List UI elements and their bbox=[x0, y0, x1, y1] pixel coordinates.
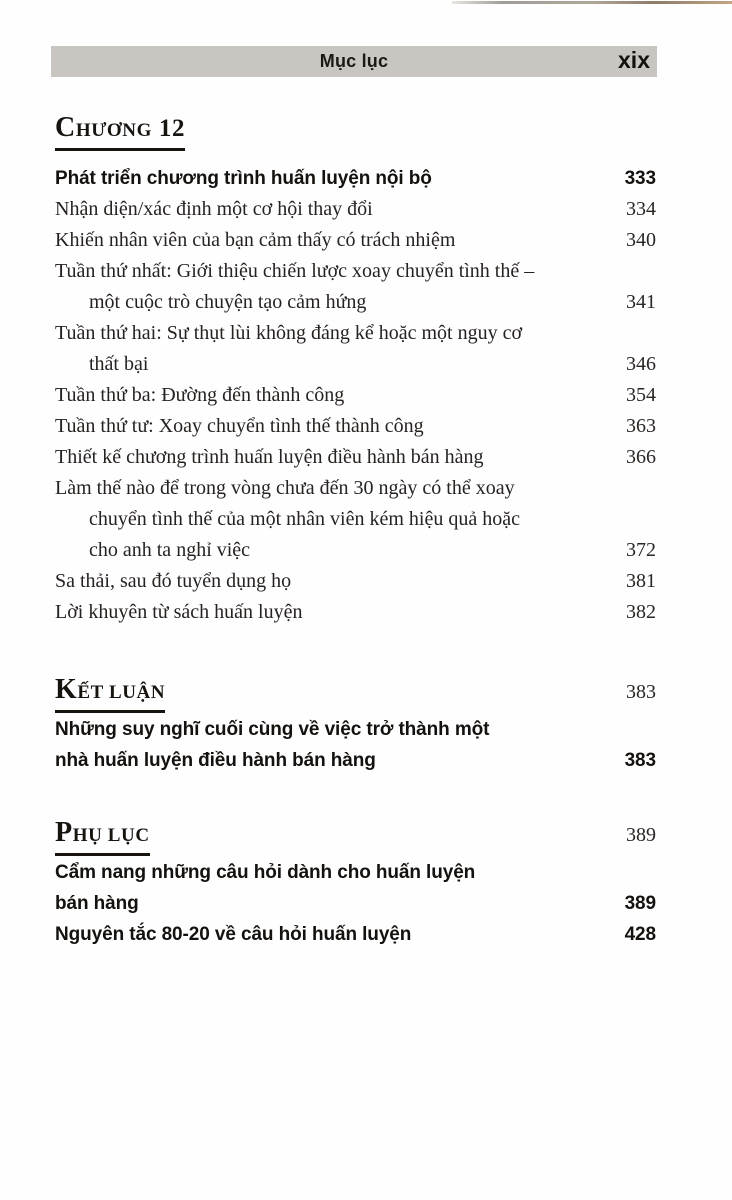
entry-text: một cuộc trò chuyện tạo cảm hứng bbox=[89, 291, 367, 313]
heading-suffix: 12 bbox=[152, 115, 186, 142]
heading-page-number: 383 bbox=[626, 681, 656, 703]
entry-text: Sa thải, sau đó tuyển dụng họ bbox=[55, 570, 292, 592]
entry-line bbox=[55, 194, 656, 225]
entry-line bbox=[55, 349, 656, 380]
entry-page-number: 381 bbox=[626, 570, 656, 592]
section-heading bbox=[55, 674, 656, 713]
toc-entry bbox=[55, 163, 656, 194]
entry-text: Nguyên tắc 80-20 về câu hỏi huấn luyện bbox=[55, 924, 412, 945]
heading-page-number: 389 bbox=[626, 824, 656, 846]
heading-text bbox=[55, 112, 185, 151]
toc-entry bbox=[55, 566, 656, 597]
entry-text: thất bại bbox=[89, 353, 149, 375]
toc-entry bbox=[55, 225, 656, 256]
entry-line bbox=[55, 888, 656, 919]
section-entries bbox=[55, 163, 656, 628]
toc-entry bbox=[55, 194, 656, 225]
heading-text bbox=[55, 817, 150, 856]
heading-smallcaps: HỤ LỤC bbox=[72, 825, 150, 846]
entry-page-number: 341 bbox=[626, 291, 656, 313]
entry-line bbox=[55, 411, 656, 442]
section-heading bbox=[55, 817, 656, 856]
heading-text bbox=[55, 674, 165, 713]
heading-lead-letter: K bbox=[55, 674, 78, 705]
entry-line bbox=[55, 380, 656, 411]
toc-entry bbox=[55, 473, 656, 566]
entry-text: Thiết kế chương trình huấn luyện điều hành bán hàng bbox=[55, 446, 484, 468]
section-ket-luan bbox=[55, 674, 656, 776]
toc-entry bbox=[55, 597, 656, 628]
heading-lead-letter: C bbox=[55, 112, 76, 143]
entry-text: bán hàng bbox=[55, 893, 139, 914]
header-title: Mục lục bbox=[319, 51, 389, 71]
entry-page-number: 428 bbox=[624, 924, 656, 945]
heading-smallcaps: ẾT LUẬN bbox=[77, 682, 166, 703]
entry-page-number: 366 bbox=[626, 446, 656, 468]
section-phu-luc bbox=[55, 817, 656, 950]
entry-page-number: 372 bbox=[626, 539, 656, 561]
section-chuong-12 bbox=[55, 112, 656, 628]
entry-line: Tuần thứ hai: Sự thụt lùi không đáng kể hoặc một nguy cơ bbox=[55, 322, 523, 344]
entry-page-number: 383 bbox=[624, 750, 656, 771]
entry-line: Tuần thứ nhất: Giới thiệu chiến lược xoay chuyển tình thế – bbox=[55, 260, 535, 282]
entry-line bbox=[55, 442, 656, 473]
entry-page-number: 340 bbox=[626, 229, 656, 251]
entry-text: Nhận diện/xác định một cơ hội thay đổi bbox=[55, 198, 373, 220]
entry-line bbox=[55, 163, 656, 194]
entry-line bbox=[55, 597, 656, 628]
entry-line bbox=[55, 745, 656, 776]
heading-smallcaps: HƯƠNG bbox=[75, 120, 153, 141]
entry-text: Tuần thứ tư: Xoay chuyển tình thế thành công bbox=[55, 415, 424, 437]
toc-entry bbox=[55, 411, 656, 442]
entry-page-number: 382 bbox=[626, 601, 656, 623]
entry-line bbox=[55, 566, 656, 597]
entry-line: Cẩm nang những câu hỏi dành cho huấn luyện bbox=[55, 862, 476, 883]
heading-lead-letter: P bbox=[55, 817, 73, 848]
entry-text: cho anh ta nghỉ việc bbox=[89, 539, 251, 561]
entry-page-number: 363 bbox=[626, 415, 656, 437]
entry-page-number: 346 bbox=[626, 353, 656, 375]
section-heading bbox=[55, 112, 656, 151]
toc-entry bbox=[55, 256, 656, 318]
scan-artifact-line bbox=[452, 1, 732, 4]
section-entries bbox=[55, 857, 656, 950]
entry-text: Khiến nhân viên của bạn cảm thấy có trách nhiệm bbox=[55, 229, 456, 251]
entry-line bbox=[55, 225, 656, 256]
entry-line bbox=[55, 287, 656, 318]
entry-page-number: 354 bbox=[626, 384, 656, 406]
toc-entry bbox=[55, 442, 656, 473]
toc-entry bbox=[55, 380, 656, 411]
entry-page-number: 333 bbox=[624, 168, 656, 189]
entry-text: Tuần thứ ba: Đường đến thành công bbox=[55, 384, 345, 406]
entry-line: Làm thế nào để trong vòng chưa đến 30 ngày có thể xoay bbox=[55, 477, 515, 499]
entry-text: Phát triển chương trình huấn luyện nội bộ bbox=[55, 168, 432, 189]
toc-entry bbox=[55, 919, 656, 950]
entry-text: nhà huấn luyện điều hành bán hàng bbox=[55, 750, 376, 771]
toc-entry bbox=[55, 318, 656, 380]
entry-line bbox=[55, 919, 656, 950]
entry-line: Những suy nghĩ cuối cùng về việc trở thành một bbox=[55, 719, 490, 740]
header-bar bbox=[51, 46, 657, 77]
entry-line bbox=[55, 535, 656, 566]
table-of-contents bbox=[55, 112, 656, 950]
entry-text: Lời khuyên từ sách huấn luyện bbox=[55, 601, 303, 623]
entry-page-number: 389 bbox=[624, 893, 656, 914]
toc-entry bbox=[55, 714, 656, 776]
entry-line: chuyển tình thế của một nhân viên kém hiệu quả hoặc bbox=[89, 508, 520, 530]
entry-page-number: 334 bbox=[626, 198, 656, 220]
header-page-number: xix bbox=[618, 47, 650, 73]
toc-entry bbox=[55, 857, 656, 919]
section-entries bbox=[55, 714, 656, 776]
